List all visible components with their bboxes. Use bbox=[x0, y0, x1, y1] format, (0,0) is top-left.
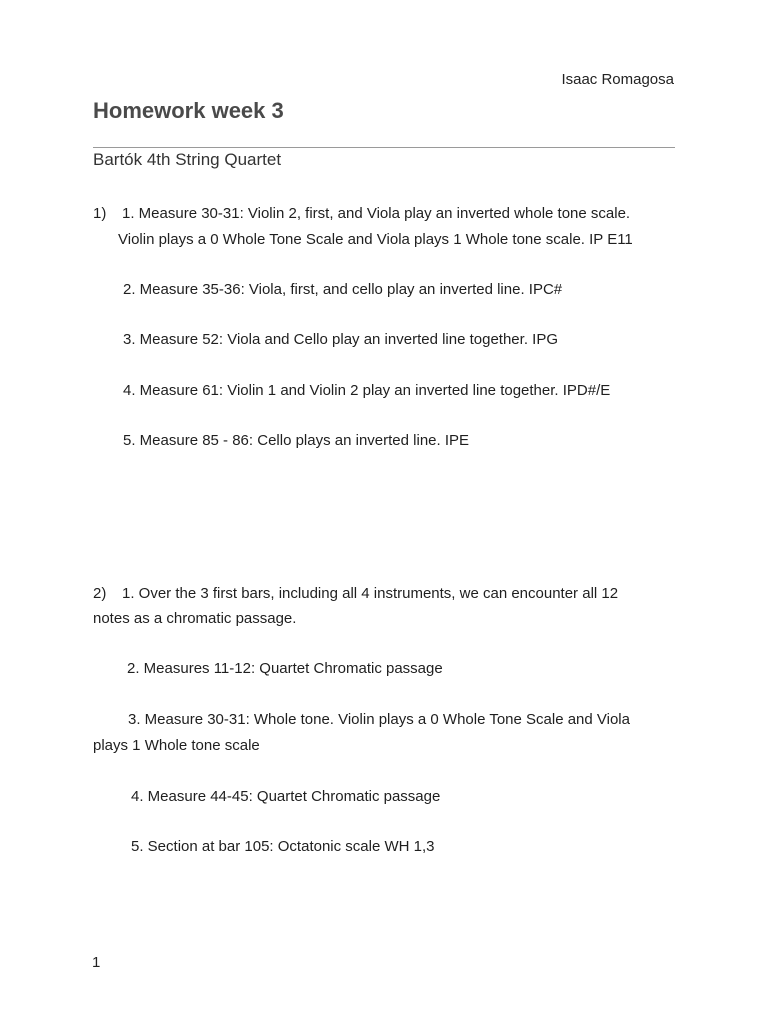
section-2-item-1: 1. Over the 3 first bars, including all 4 instruments, we can encounter all 12 bbox=[122, 585, 619, 602]
section-2-item-3-continued: plays 1 Whole tone scale bbox=[93, 737, 260, 754]
section-2-item-3: 3. Measure 30-31: Whole tone. Violin plays a 0 Whole Tone Scale and Viola bbox=[128, 711, 630, 728]
section-1-item-2: 2. Measure 35-36: Viola, first, and cello play an inverted line. IPC# bbox=[123, 281, 563, 298]
page-number: 1 bbox=[92, 954, 101, 971]
section-1-item-1: 1. Measure 30-31: Violin 2, first, and Viola play an inverted whole tone scale. bbox=[122, 205, 631, 222]
title-divider bbox=[93, 147, 675, 148]
section-2-item-1-continued: notes as a chromatic passage. bbox=[93, 610, 297, 627]
section-2-item-5: 5. Section at bar 105: Octatonic scale WH 1,3 bbox=[131, 838, 435, 855]
section-1-item-4: 4. Measure 61: Violin 1 and Violin 2 play an inverted line together. IPD#/E bbox=[123, 382, 611, 399]
section-1-item-5: 5. Measure 85 - 86: Cello plays an inverted line. IPE bbox=[123, 432, 470, 449]
section-1-item-1-continued: Violin plays a 0 Whole Tone Scale and Viola plays 1 Whole tone scale. IP E11 bbox=[118, 231, 633, 248]
section-1-item-3: 3. Measure 52: Viola and Cello play an inverted line together. IPG bbox=[123, 331, 558, 348]
page-subtitle: Bartók 4th String Quartet bbox=[93, 150, 282, 169]
section-2-number: 2) bbox=[93, 585, 107, 602]
section-2-item-2: 2. Measures 11-12: Quartet Chromatic passage bbox=[127, 660, 443, 677]
author-name: Isaac Romagosa bbox=[561, 71, 674, 88]
page-title: Homework week 3 bbox=[93, 98, 284, 123]
section-2-item-4: 4. Measure 44-45: Quartet Chromatic passage bbox=[131, 788, 441, 805]
section-1-number: 1) bbox=[93, 205, 107, 222]
